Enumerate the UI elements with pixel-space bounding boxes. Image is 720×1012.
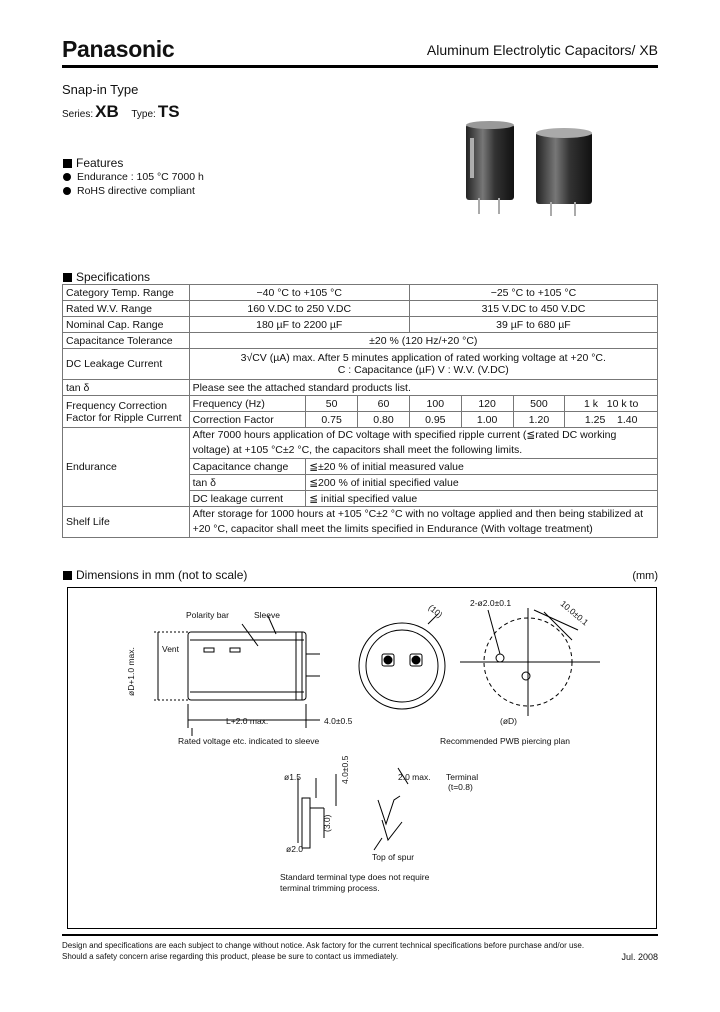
- header-rule: [62, 65, 658, 68]
- type-title: Snap-in Type: [62, 82, 139, 97]
- row-label: tan δ: [63, 380, 190, 396]
- od-label: (øD): [500, 716, 517, 726]
- series-line: [62, 102, 190, 122]
- row-label: Capacitance Tolerance: [63, 333, 190, 349]
- diameter-label: øD+1.0 max.: [126, 647, 136, 696]
- specifications-table: [62, 284, 658, 538]
- pwb-caption: Recommended PWB piercing plan: [440, 736, 570, 746]
- row-label: Rated W.V. Range: [63, 301, 190, 317]
- square-bullet-icon: [63, 159, 72, 168]
- table-row: Frequency Correction Factor for Ripple Current Frequency (Hz) 50 60 100 120 500 1 k 10 k to: [63, 396, 658, 412]
- terminal-label: Terminal: [446, 772, 479, 782]
- square-bullet-icon: [63, 273, 72, 282]
- dimensions-unit: (mm): [632, 570, 658, 582]
- footer-note: Design and specifications are each subject to change without notice. Ask factory for the current technical specifications before purchase and/or use. Should a safety concern arise regarding this product, please be sure to contact us immediately.: [62, 941, 585, 961]
- list-item: RoHS directive compliant: [63, 184, 204, 198]
- type-value: TS: [157, 102, 180, 121]
- table-row: DC leakage current ≦ initial specified value: [63, 491, 658, 507]
- standard-note-line2: terminal trimming process.: [280, 883, 380, 893]
- document-title: Aluminum Electrolytic Capacitors/ XB: [426, 42, 658, 58]
- top-spur-label: Top of spur: [372, 852, 415, 862]
- sleeve-caption: Rated voltage etc. indicated to sleeve: [178, 736, 320, 746]
- table-row: Capacitance Tolerance ±20 % (120 Hz/+20 °C): [63, 333, 658, 349]
- brand-logo: Panasonic: [62, 36, 175, 62]
- table-row: Shelf Life After storage for 1000 hours at +105 °C±2 °C with no voltage applied and then being stabilized at +20 °C, capacitor shall meet the limits specified in Endurance (With voltage treatment): [63, 507, 658, 538]
- list-item: Endurance : 105 °C 7000 h: [63, 170, 204, 184]
- pitch-label: 10.0±0.1: [558, 598, 591, 628]
- dim-d-label: ø1.5: [284, 772, 302, 782]
- row-label: Category Temp. Range: [63, 285, 190, 301]
- capacitor-photo: [458, 118, 598, 218]
- bullet-icon: [63, 187, 71, 195]
- series-value: XB: [95, 102, 119, 121]
- series-label: Series:: [62, 109, 94, 120]
- sleeve-label: Sleeve: [254, 610, 280, 620]
- footer-date: Jul. 2008: [621, 952, 658, 962]
- length-label: L+2.0 max.: [226, 716, 269, 726]
- row-label: Nominal Cap. Range: [63, 317, 190, 333]
- features-heading: Features: [63, 156, 123, 170]
- dimensions-drawing: [67, 587, 657, 929]
- table-row: DC Leakage Current 3√CV (µA) max. After 5 minutes application of rated working voltage at +20 °C. C : Capacitance (µF) V : W.V. (V.DC): [63, 349, 658, 380]
- row-label: Frequency Correction Factor for Ripple Current: [63, 396, 190, 428]
- row-label: DC Leakage Current: [63, 349, 190, 380]
- table-row: Category Temp. Range −40 °C to +105 °C −25 °C to +105 °C: [63, 285, 658, 301]
- table-row: tan δ Please see the attached standard products list.: [63, 380, 658, 396]
- bullet-icon: [63, 173, 71, 181]
- t10-label: (10): [426, 602, 445, 620]
- polarity-bar-label: Polarity bar: [186, 610, 229, 620]
- table-row: Capacitance change ≦±20 % of initial measured value: [63, 459, 658, 475]
- footer-rule: [62, 934, 658, 936]
- table-row: Rated W.V. Range 160 V.DC to 250 V.DC 315 V.DC to 450 V.DC: [63, 301, 658, 317]
- standard-note-line1: Standard terminal type does not require: [280, 872, 430, 882]
- table-row: Endurance After 7000 hours application of DC voltage with specified ripple current (≦rated DC working voltage) at +105 °C±2 °C, the capacitors shall meet the following limits.: [63, 428, 658, 459]
- dim-e-label: ø2.0: [286, 844, 304, 854]
- dim-b-label: 4.0±0.5: [340, 755, 350, 784]
- dimensions-heading: Dimensions in mm (not to scale): [63, 568, 247, 582]
- square-bullet-icon: [63, 571, 72, 580]
- terminal-thickness-label: (t=0.8): [448, 782, 473, 792]
- features-list: [63, 170, 204, 198]
- lead-length-label: 4.0±0.5: [324, 716, 353, 726]
- table-row: Nominal Cap. Range 180 µF to 2200 µF 39 µF to 680 µF: [63, 317, 658, 333]
- specifications-heading: Specifications: [63, 270, 150, 284]
- type-label: Type:: [131, 109, 156, 120]
- row-label: Endurance: [63, 428, 190, 507]
- table-row: tan δ ≦200 % of initial specified value: [63, 475, 658, 491]
- table-row: Correction Factor 0.75 0.80 0.95 1.00 1.20 1.25 1.40: [63, 412, 658, 428]
- dim-c-label: (3.0): [322, 814, 332, 832]
- dim-a-label: 2.0 max.: [398, 772, 431, 782]
- vent-label: Vent: [162, 644, 180, 654]
- holes-label: 2-ø2.0±0.1: [470, 598, 512, 608]
- row-label: Shelf Life: [63, 507, 190, 538]
